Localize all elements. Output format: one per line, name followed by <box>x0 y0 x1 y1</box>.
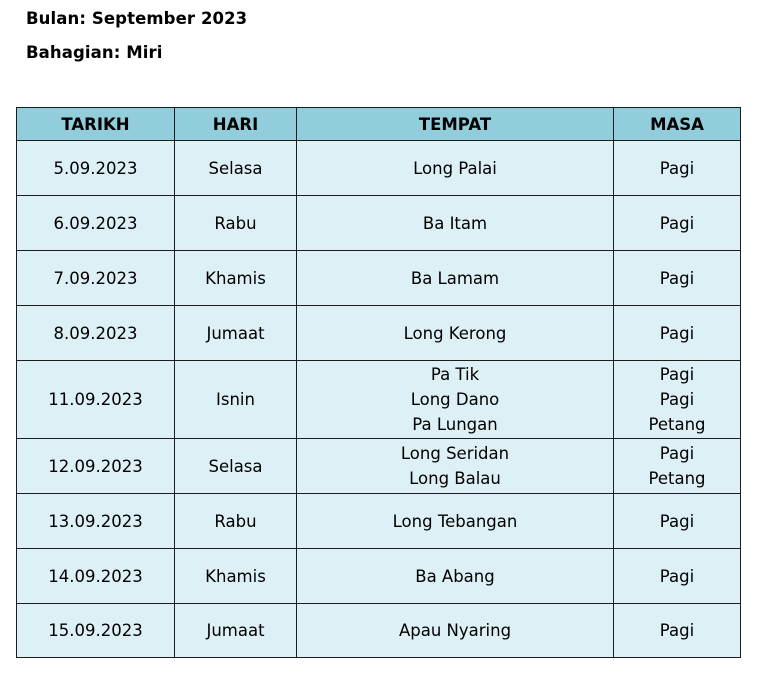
place-cell <box>297 604 614 658</box>
time-value: Pagi <box>659 511 695 531</box>
place-cell <box>297 251 614 306</box>
place-cell <box>297 141 614 196</box>
table-row <box>17 361 741 439</box>
table-row <box>17 196 741 251</box>
date-cell: 5.09.2023 <box>17 141 175 196</box>
date-cell: 15.09.2023 <box>17 604 175 658</box>
column-header-date: TARIKH <box>17 108 175 141</box>
day-cell: Jumaat <box>175 604 297 658</box>
place-name: Pa Lungan <box>412 415 498 434</box>
time-cell <box>614 494 741 549</box>
day-cell: Selasa <box>175 141 297 196</box>
time-cell <box>614 196 741 251</box>
place-cell <box>297 494 614 549</box>
time-cell <box>614 361 741 439</box>
time-value: Pagi <box>659 444 695 463</box>
table-row <box>17 604 741 658</box>
schedule-table <box>16 107 741 658</box>
place-name: Ba Itam <box>422 213 488 233</box>
time-value: Pagi <box>659 390 695 409</box>
schedule-body <box>17 141 741 658</box>
time-value: Pagi <box>659 323 695 343</box>
division-label: Bahagian: Miri <box>26 43 163 62</box>
place-name: Long Palai <box>413 158 497 178</box>
table-row <box>17 141 741 196</box>
column-header-day: HARI <box>175 108 297 141</box>
place-name: Ba Lamam <box>410 268 500 288</box>
table-row <box>17 306 741 361</box>
time-value: Pagi <box>659 158 695 178</box>
date-cell: 7.09.2023 <box>17 251 175 306</box>
place-name: Pa Tik <box>430 365 480 384</box>
place-name: Long Balau <box>409 469 501 488</box>
month-label: Bulan: September 2023 <box>26 9 248 28</box>
table-row <box>17 549 741 604</box>
column-header-time: MASA <box>614 108 741 141</box>
date-cell: 13.09.2023 <box>17 494 175 549</box>
date-cell: 14.09.2023 <box>17 549 175 604</box>
time-value: Pagi <box>659 365 695 384</box>
date-cell: 6.09.2023 <box>17 196 175 251</box>
table-row <box>17 251 741 306</box>
place-name: Long Kerong <box>403 323 507 343</box>
time-cell <box>614 141 741 196</box>
time-cell <box>614 306 741 361</box>
day-cell: Rabu <box>175 494 297 549</box>
table-row <box>17 439 741 494</box>
place-cell <box>297 306 614 361</box>
place-name: Apau Nyaring <box>398 621 512 640</box>
time-value: Pagi <box>659 268 695 288</box>
place-name: Long Dano <box>410 390 500 409</box>
date-cell: 11.09.2023 <box>17 361 175 439</box>
day-cell: Khamis <box>175 549 297 604</box>
place-name: Long Tebangan <box>392 511 518 531</box>
time-value: Petang <box>648 469 706 488</box>
date-cell: 12.09.2023 <box>17 439 175 494</box>
place-cell <box>297 196 614 251</box>
time-value: Pagi <box>659 213 695 233</box>
place-cell <box>297 549 614 604</box>
day-cell: Isnin <box>175 361 297 439</box>
day-cell: Jumaat <box>175 306 297 361</box>
day-cell: Khamis <box>175 251 297 306</box>
place-cell <box>297 439 614 494</box>
time-cell <box>614 604 741 658</box>
time-value: Pagi <box>659 566 695 586</box>
time-value: Petang <box>648 415 706 434</box>
table-row <box>17 494 741 549</box>
place-cell <box>297 361 614 439</box>
column-header-place: TEMPAT <box>297 108 614 141</box>
place-name: Ba Abang <box>415 566 495 586</box>
place-name: Long Seridan <box>400 444 510 463</box>
date-cell: 8.09.2023 <box>17 306 175 361</box>
time-cell <box>614 439 741 494</box>
day-cell: Selasa <box>175 439 297 494</box>
table-header-row <box>17 108 741 141</box>
time-value: Pagi <box>659 621 695 640</box>
day-cell: Rabu <box>175 196 297 251</box>
time-cell <box>614 251 741 306</box>
time-cell <box>614 549 741 604</box>
